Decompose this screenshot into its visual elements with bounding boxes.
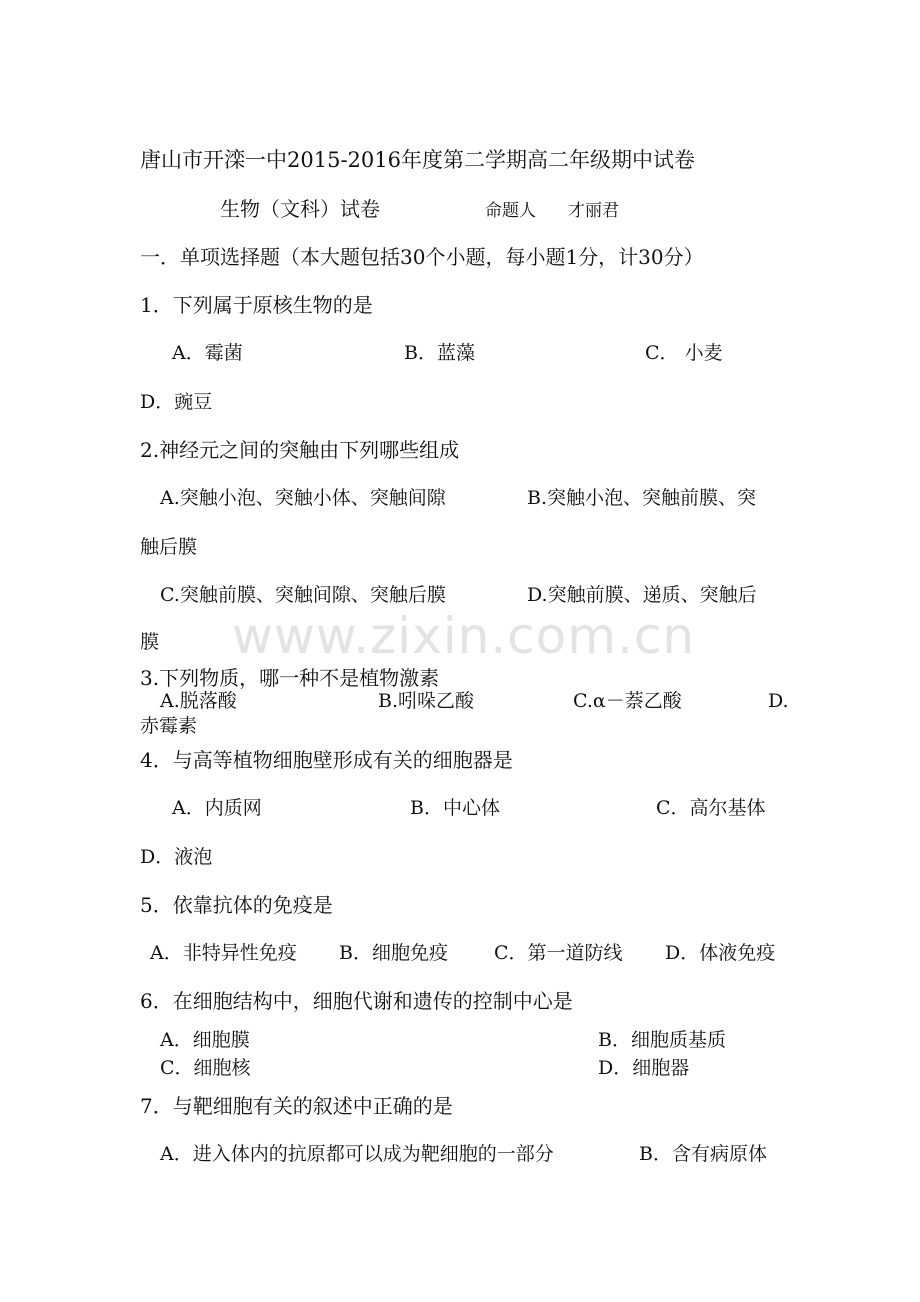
exam-title: 唐山市开滦一中2015-2016年度第二学期高二年级期中试卷 — [140, 148, 695, 172]
option-d: D．体液免疫 — [665, 942, 776, 964]
author-label: 命题人 — [485, 201, 536, 221]
option-b: B．细胞免疫 — [339, 942, 448, 964]
option-b: B.吲哚乙酸 — [378, 690, 475, 712]
option-b: B．蓝藻 — [404, 342, 475, 364]
question-stem: 2.神经元之间的突触由下列哪些组成 — [140, 438, 460, 462]
option-b: B．细胞质基质 — [598, 1029, 726, 1051]
site-watermark: www.zixin.com.cn — [232, 607, 696, 665]
option-c: C． 小麦 — [645, 342, 723, 364]
option-d: D．液泡 — [140, 846, 213, 868]
question-stem: 5．依靠抗体的免疫是 — [140, 893, 333, 917]
option-d-continued: 膜 — [140, 631, 160, 653]
author-name: 才丽君 — [568, 201, 619, 221]
option-b-continued: 触后膜 — [140, 536, 198, 558]
option-b: B．含有病原体 — [639, 1143, 767, 1165]
option-c: C．第一道防线 — [494, 942, 623, 964]
question-stem: 7．与靶细胞有关的叙述中正确的是 — [140, 1094, 453, 1118]
option-c: C.α－萘乙酸 — [573, 690, 682, 712]
option-a: A．非特异性免疫 — [150, 942, 297, 964]
option-d: D.突触前膜、递质、突触后 — [527, 584, 757, 606]
option-d: D．细胞器 — [598, 1057, 690, 1079]
question-stem: 3.下列物质，哪一种不是植物激素 — [140, 666, 440, 690]
option-a: A.突触小泡、突触小体、突触间隙 — [160, 487, 446, 509]
question-stem: 6．在细胞结构中，细胞代谢和遗传的控制中心是 — [140, 989, 573, 1013]
question-stem: 1．下列属于原核生物的是 — [140, 293, 373, 317]
option-c: C.突触前膜、突触间隙、突触后膜 — [160, 584, 446, 606]
option-a: A．霉菌 — [172, 342, 243, 364]
option-c: C．高尔基体 — [656, 797, 766, 819]
option-d: 赤霉素 — [140, 715, 198, 737]
option-b: B.突触小泡、突触前膜、突 — [527, 487, 757, 509]
option-c: C．细胞核 — [160, 1057, 251, 1079]
exam-subject: 生物（文科）试卷 — [220, 197, 380, 221]
option-a: A．细胞膜 — [160, 1029, 250, 1051]
option-b: B．中心体 — [410, 797, 500, 819]
question-stem: 4．与高等植物细胞壁形成有关的细胞器是 — [140, 748, 513, 772]
option-d: D．豌豆 — [140, 391, 213, 413]
section-heading: 一．单项选择题（本大题包括30个小题，每小题1分，计30分） — [140, 245, 704, 269]
option-a: A.脱落酸 — [160, 690, 237, 712]
option-d-letter: D. — [768, 690, 789, 712]
option-a: A．内质网 — [172, 797, 262, 819]
option-a: A．进入体内的抗原都可以成为靶细胞的一部分 — [160, 1143, 554, 1165]
